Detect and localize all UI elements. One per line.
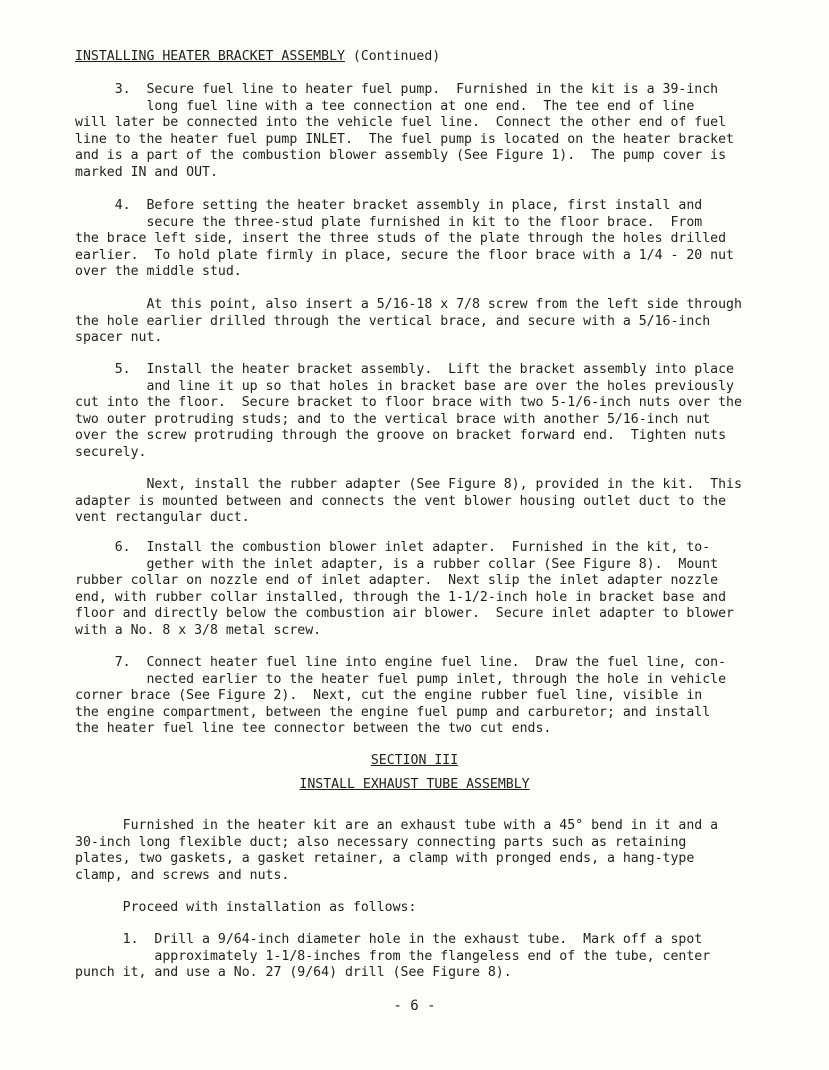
step-7-paragraph: 7. Connect heater fuel line into engine fuel line. Draw the fuel line, con- nected earlier to the heater fuel pump inlet, through the hole in vehicle corner brace (See Figure 2). Next, cut the engine rubber fuel line, visible in the engine compartment, between the engine fuel pump and carburetor; and install the heater fuel line tee connector between the two cut ends. — [75, 655, 727, 737]
section-intro-paragraph: Furnished in the heater kit are an exhaust tube with a 45° bend in it and a 30-inch long flexible duct; also necessary connecting parts such as retaining plates, two gaskets, a gasket retainer, a clamp with pronged ends, a hang-type clamp, and screws and nuts. — [75, 818, 719, 883]
section-title: INSTALL EXHAUST TUBE ASSEMBLY — [299, 777, 530, 792]
step-4-continuation: At this point, also insert a 5/16-18 x 7/8 screw from the left side through the hole earlier drilled through the vertical brace, and secure with a 5/16-inch spacer nut. — [75, 297, 742, 346]
page-header — [75, 49, 775, 66]
header-title: INSTALLING HEATER BRACKET ASSEMBLY — [75, 49, 345, 64]
step-5-continuation: Next, install the rubber adapter (See Figure 8), provided in the kit. This adapter is mounted between and connects the vent blower housing outlet duct to the vent rectangular duct. — [75, 477, 742, 526]
step-4-paragraph: 4. Before setting the heater bracket assembly in place, first install and secure the three-stud plate furnished in kit to the floor brace. From the brace left side, insert the three studs of the plate through the holes drilled earlier. To hold plate firmly in place, secure the floor brace with a 1/4 - 20 nut over the middle stud. — [75, 198, 734, 280]
step-6-paragraph: 6. Install the combustion blower inlet adapter. Furnished in the kit, to- gether with the inlet adapter, is a rubber collar (See Figure 8). Mount rubber collar on nozzle end of inlet adapter. Next slip the inlet adapter nozzle end, with rubber collar installed, through the 1-1/2-inch hole in bracket base and floor and directly below the combustion air blower. Secure inlet adapter to blower with a No. 8 x 3/8 metal screw. — [75, 540, 734, 638]
step-5-paragraph: 5. Install the heater bracket assembly. Lift the bracket assembly into place and line it up so that holes in bracket base are over the holes previously cut into the floor. Secure bracket to floor brace with two 5-1/6-inch nuts over the two outer protruding studs; and to the vertical brace with another 5/16-inch nut over the screw protruding through the groove on bracket forward end. Tighten nuts securely. — [75, 362, 742, 460]
proceed-paragraph: Proceed with installation as follows: — [75, 900, 417, 915]
page-number: - 6 - — [393, 998, 436, 1014]
exhaust-step-1-paragraph: 1. Drill a 9/64-inch diameter hole in the exhaust tube. Mark off a spot approximately 1-1/8-inches from the flangeless end of the tube, center punch it, and use a No. 27 (9/64) drill (See Figure 8). — [75, 932, 711, 981]
step-3-paragraph: 3. Secure fuel line to heater fuel pump. Furnished in the kit is a 39-inch long fuel line with a tee connection at one end. The tee end of line will later be connected into the vehicle fuel line. Connect the other end of fuel line to the heater fuel pump INLET. The fuel pump is located on the heater bracket and is a part of the combustion blower assembly (See Figure 1). The pump cover is marked IN and OUT. — [75, 82, 734, 180]
header-suffix: (Continued) — [344, 49, 441, 64]
section-label: SECTION III — [370, 753, 459, 768]
